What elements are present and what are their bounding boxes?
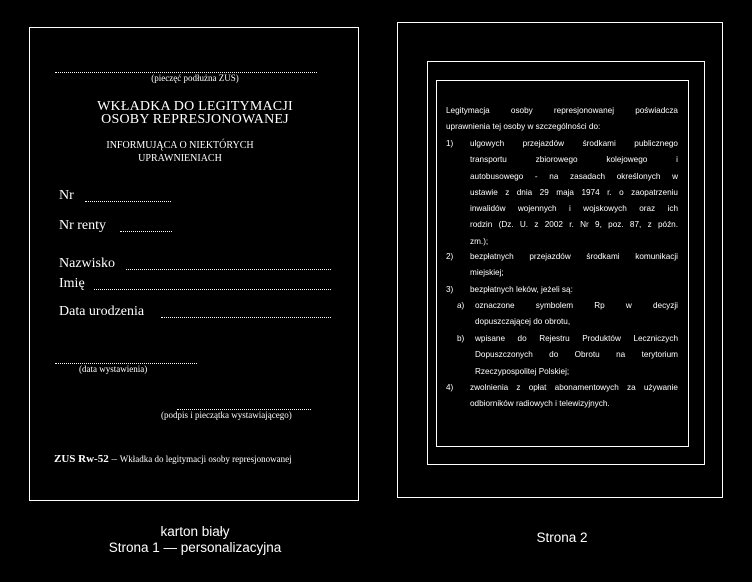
page1-caption-line2: Strona 1 — personalizacyjna bbox=[108, 540, 282, 555]
nr-renty-label: Nr renty bbox=[59, 218, 107, 233]
item2-text bbox=[470, 249, 678, 282]
data-urodzenia-label: Data urodzenia bbox=[59, 304, 145, 319]
form-footer bbox=[54, 449, 292, 467]
sub-b-number: b) bbox=[457, 334, 465, 343]
data-wystawienia-label: (data wystawienia) bbox=[79, 364, 148, 374]
sub-a-line: oznaczone symbolem Rp w decyzji bbox=[475, 301, 678, 310]
sub-b-line: Rzeczypospolitej Polskiej; bbox=[475, 366, 570, 376]
page1-subtitle-line1: INFORMUJĄCA O NIEKTÓRYCH bbox=[106, 140, 254, 151]
page1-subtitle-line2: UPRAWNIENIACH bbox=[138, 153, 222, 164]
page1-caption-line1: karton biały bbox=[160, 524, 230, 539]
item4-line: odbiorników radiowych i telewizyjnych. bbox=[470, 399, 610, 409]
item2-number: 2) bbox=[446, 252, 454, 261]
item1-line: zm.); bbox=[470, 236, 489, 246]
form-code: ZUS Rw-52 bbox=[54, 453, 109, 465]
item3-number: 3) bbox=[446, 285, 454, 294]
page1-title-line2: OSOBY REPRESJONOWANEJ bbox=[101, 112, 289, 127]
item1-line: inwalidów wojennych i wojskowych oraz ich bbox=[470, 204, 678, 214]
item1-line: autobusowego - na zasadach określonych w bbox=[470, 171, 678, 181]
page2-content-frame bbox=[436, 80, 689, 447]
data-urodzenia-field-line bbox=[161, 317, 331, 318]
imie-field-line bbox=[94, 289, 331, 290]
item1-line: ustawie z dnia 29 maja 1974 r. o zaopatrzeniu bbox=[470, 187, 678, 197]
page2-caption: Strona 2 bbox=[536, 530, 588, 545]
intro-line2: uprawnienia tej osoby w szczególności do: bbox=[446, 122, 601, 132]
form-name: Wkładka do legitymacji osoby represjonowanej bbox=[119, 454, 292, 464]
item4-text bbox=[470, 380, 678, 413]
item2-line: bezpłatnych przejazdów środkami komunikacji bbox=[470, 252, 678, 261]
item4-number: 4) bbox=[446, 383, 454, 392]
sub-b-text bbox=[475, 331, 678, 380]
page1-caption bbox=[95, 524, 295, 556]
form-dash: – bbox=[108, 453, 120, 465]
stamp-label: (pieczęć podłużna ZUS) bbox=[151, 73, 239, 83]
item1-text bbox=[470, 136, 678, 250]
sub-b-line: wpisane do Rejestru Produktów Leczniczych bbox=[475, 334, 678, 343]
nazwisko-label: Nazwisko bbox=[59, 256, 115, 271]
imie-label: Imię bbox=[59, 276, 85, 291]
nr-field-line bbox=[85, 201, 171, 202]
item1-line: ulgowych przejazdów środkami publicznego bbox=[470, 139, 678, 148]
podpis-label: (podpis i pieczątka wystawiającego) bbox=[161, 410, 292, 420]
sub-a-line: dopuszczającej do obrotu, bbox=[475, 317, 571, 327]
page1-card bbox=[29, 27, 359, 501]
item4-line: zwolnienia z opłat abonamentowych za używanie bbox=[470, 383, 678, 392]
sub-a-number: a) bbox=[457, 301, 465, 310]
item1-line: rodzin (Dz. U. z 2002 r. Nr 9, poz. 87, z późn. bbox=[470, 220, 678, 230]
sub-b-line: Dopuszczonych do Obrotu na terytorium bbox=[475, 350, 678, 360]
item3-text: bezpłatnych leków, jeżeli są: bbox=[470, 285, 573, 294]
nr-label: Nr bbox=[59, 188, 74, 203]
nazwisko-field-line bbox=[126, 269, 331, 270]
page1-title-line1: WKŁADKA DO LEGITYMACJI bbox=[97, 99, 293, 114]
sub-a-text bbox=[475, 298, 678, 331]
intro bbox=[446, 103, 678, 136]
item1-line: transportu zbiorowego kolejowego i bbox=[470, 155, 678, 165]
item1-number: 1) bbox=[446, 139, 454, 148]
intro-line1: Legitymacja osoby represjonowanej poświadcza bbox=[446, 106, 678, 115]
nr-renty-field-line bbox=[120, 231, 172, 232]
item2-line: miejskiej; bbox=[470, 268, 504, 278]
